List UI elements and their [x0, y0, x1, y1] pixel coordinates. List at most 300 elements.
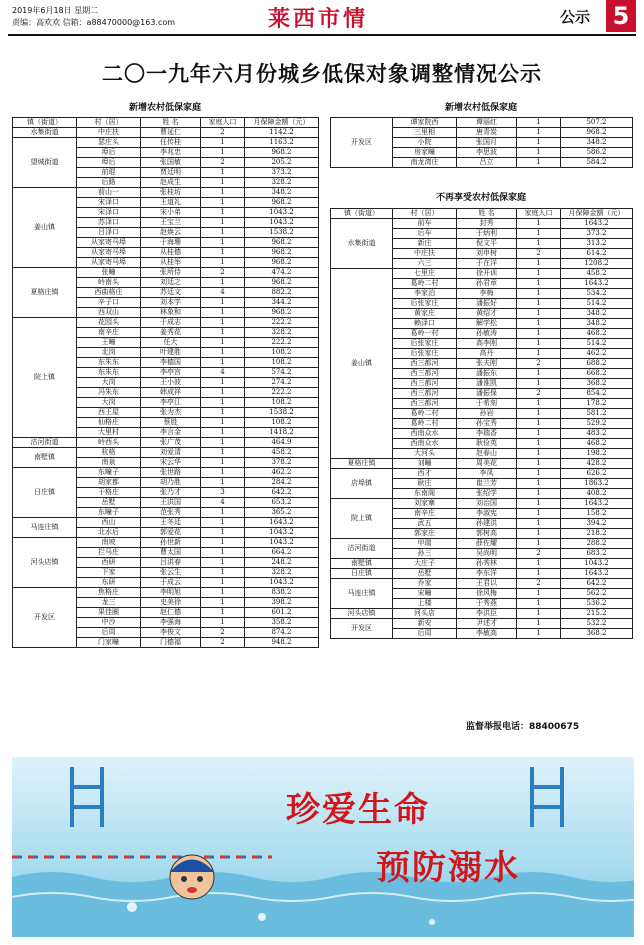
table-cell: 后周 [393, 629, 457, 639]
table-cell: 536.2 [561, 599, 633, 609]
town-cell: 河头店镇 [13, 538, 77, 588]
table-cell: 1 [201, 318, 245, 328]
table-cell: 张云生 [141, 568, 201, 578]
table-cell: 614.2 [561, 249, 633, 259]
table-cell: 黄绍才 [457, 309, 517, 319]
table-cell: 高李刚 [457, 339, 517, 349]
table-cell: 孙三 [393, 549, 457, 559]
table-row [331, 459, 633, 469]
table-cell: 1 [201, 438, 245, 448]
table-cell: 后张家庄 [393, 349, 457, 359]
table-cell: 吕立 [457, 158, 517, 168]
table-cell: 李兆忠 [141, 148, 201, 158]
table-cell: 248.2 [245, 558, 319, 568]
table-cell: 284.2 [245, 478, 319, 488]
table-cell: 胡家都 [77, 478, 141, 488]
table-cell: 李东洋 [457, 569, 517, 579]
table-cell: 刘廷之 [141, 278, 201, 288]
swimmer-icon [170, 855, 214, 899]
table-cell: 西曲格庄 [77, 288, 141, 298]
banner-slogan-line1: 珍爱生命 [286, 790, 430, 830]
table-cell: 215.2 [561, 609, 633, 619]
table-cell: 郭家庄 [393, 529, 457, 539]
table-cell: 前琨 [77, 168, 141, 178]
table-cell: 108.2 [245, 358, 319, 368]
table-cell: 西才 [393, 469, 457, 479]
table-cell: 任大 [141, 338, 201, 348]
table-cell: 378.2 [245, 458, 319, 468]
table-cell: 198.2 [561, 449, 633, 459]
table-cell: 464.9 [245, 438, 319, 448]
table-cell: 于希刻 [457, 399, 517, 409]
table-cell: 222.2 [245, 388, 319, 398]
table-cell: 1 [201, 248, 245, 258]
table-cell: 1 [517, 289, 561, 299]
table-cell: 1 [201, 598, 245, 608]
table-cell: 514.2 [561, 339, 633, 349]
table-cell: 507.2 [561, 118, 633, 128]
table-cell: 2 [517, 359, 561, 369]
table-cell: 张夫刚 [457, 359, 517, 369]
table-cell: 后周 [77, 628, 141, 638]
town-cell: 日庄镇 [331, 569, 393, 579]
table-cell: 968.2 [561, 128, 633, 138]
table-cell: 岳墅 [393, 569, 457, 579]
table-cell: 胡乃胜 [141, 478, 201, 488]
table-cell: 吕洪春 [141, 558, 201, 568]
table-cell: 南泉 [77, 458, 141, 468]
table-cell: 西三都河 [393, 359, 457, 369]
table-cell: 394.2 [561, 519, 633, 529]
column-header: 姓 名 [141, 118, 201, 128]
town-cell: 沽河街道 [331, 539, 393, 559]
table-cell: 532.2 [561, 619, 633, 629]
table-cell: 2 [201, 128, 245, 138]
table-cell: 张乃才 [141, 488, 201, 498]
table-cell: 1 [201, 388, 245, 398]
table-cell: 1 [201, 148, 245, 158]
table-cell: 王宝兰 [141, 218, 201, 228]
table-cell: 从家寄马埠 [77, 238, 141, 248]
table-cell: 果佳圈 [77, 608, 141, 618]
table-row [331, 559, 633, 569]
table-cell: 于秀燕 [457, 599, 517, 609]
table-cell: 埠后 [77, 158, 141, 168]
table-cell: 1 [201, 278, 245, 288]
table-cell: 西南众水 [393, 429, 457, 439]
table-cell: 373.2 [245, 168, 319, 178]
table-cell: 428.2 [561, 459, 633, 469]
table-row [331, 118, 633, 128]
table-cell: 仙格庄 [77, 418, 141, 428]
page-number-badge: 5 [606, 0, 636, 32]
table-cell: 南辛庄 [77, 328, 141, 338]
table-cell: 李梅 [457, 289, 517, 299]
table-cell: 1 [201, 508, 245, 518]
table-cell: 下家 [77, 568, 141, 578]
table-cell: 1 [517, 439, 561, 449]
town-cell: 水集街道 [13, 128, 77, 138]
table-cell: 1 [517, 429, 561, 439]
table-cell: 1 [517, 219, 561, 229]
town-cell: 院上镇 [331, 499, 393, 539]
table-cell: 曹延仁 [141, 128, 201, 138]
table-cell: 倪文平 [457, 239, 517, 249]
table-cell: 1538.2 [245, 228, 319, 238]
table-cell: 1 [201, 478, 245, 488]
table-cell: 968.2 [245, 238, 319, 248]
table-cell: 1 [201, 428, 245, 438]
table-cell: 4 [201, 498, 245, 508]
table-cell: 1 [517, 469, 561, 479]
table-cell: 668.2 [561, 369, 633, 379]
table-cell: 1643.2 [561, 219, 633, 229]
table-cell: 河头店 [393, 609, 457, 619]
table-cell: 林象和 [141, 308, 201, 318]
table-cell: 1 [201, 448, 245, 458]
table-cell: 1 [517, 619, 561, 629]
table-cell: 于在洋 [457, 259, 517, 269]
table-cell: 从桂举 [141, 258, 201, 268]
table-cell: 耿庄 [393, 479, 457, 489]
town-cell: 南墅镇 [13, 448, 77, 468]
table-cell: 南辛庄 [393, 509, 457, 519]
table-cell: 365.2 [245, 508, 319, 518]
table-cell: 三里相 [393, 128, 457, 138]
table-cell: 584.2 [561, 158, 633, 168]
column-header: 村（居） [77, 118, 141, 128]
table-cell: 1 [201, 328, 245, 338]
table-cell: 解学松 [457, 319, 517, 329]
table-cell: 1043.2 [245, 528, 319, 538]
table-cell: 1 [201, 568, 245, 578]
table-cell: 后张家庄 [393, 339, 457, 349]
table-cell: 1 [517, 299, 561, 309]
table-cell: 李亭江 [141, 398, 201, 408]
column-header: 月保障金额（元） [561, 209, 633, 219]
table-cell: 1 [517, 559, 561, 569]
table-row [331, 619, 633, 629]
table-cell: 从家寄马埠 [77, 258, 141, 268]
table-cell: 1 [517, 539, 561, 549]
table-cell: 274.2 [245, 378, 319, 388]
table-cell: 205.2 [245, 158, 319, 168]
table-cell: 耿俭英 [457, 439, 517, 449]
column-header: 月保障金额（元） [245, 118, 319, 128]
table-cell: 222.2 [245, 318, 319, 328]
table-cell: 222.2 [245, 338, 319, 348]
table-cell: 后张家庄 [393, 299, 457, 309]
table-cell: 东研 [77, 578, 141, 588]
table-cell: 郭爱花 [141, 528, 201, 538]
table-cell: 2 [517, 549, 561, 559]
table-row [331, 609, 633, 619]
table-cell: 313.2 [561, 239, 633, 249]
table-cell: 968.2 [245, 198, 319, 208]
table-cell: 462.2 [561, 349, 633, 359]
table-cell: 1 [201, 258, 245, 268]
table-cell: 李强海 [141, 618, 201, 628]
table-cell: 373.2 [561, 229, 633, 239]
table-row [13, 128, 319, 138]
table-cell: 北水后 [77, 528, 141, 538]
table-cell: 368.2 [561, 629, 633, 639]
table-cell: 2 [201, 638, 245, 648]
table-cell: 1 [201, 188, 245, 198]
table-row [13, 318, 319, 328]
table-cell: 1 [517, 609, 561, 619]
table-cell: 孙宝秀 [457, 419, 517, 429]
table-cell: 谭丽红 [457, 118, 517, 128]
table-cell: 苏泽口 [77, 218, 141, 228]
table-cell: 葛岭一村 [393, 329, 457, 339]
table-cell: 3 [201, 488, 245, 498]
table-cell: 东疃子 [77, 508, 141, 518]
table-row [331, 499, 633, 509]
table-cell: 968.2 [245, 278, 319, 288]
table-cell: 1 [201, 468, 245, 478]
table-cell: 徐开训 [457, 269, 517, 279]
table-cell: 大庄子 [393, 559, 457, 569]
table-cell: 门家疃 [77, 638, 141, 648]
table-cell: 1 [201, 528, 245, 538]
table-cell: 辛子口 [77, 298, 141, 308]
table-cell: 北岗 [77, 348, 141, 358]
table-cell: 408.2 [561, 489, 633, 499]
table-cell: 581.2 [561, 409, 633, 419]
table-row [331, 569, 633, 579]
table-cell: 孙岩 [457, 409, 517, 419]
town-cell: 马连庄镇 [13, 518, 77, 538]
table-cell: 李亭宫 [141, 368, 201, 378]
table-cell: 张所侍 [141, 268, 201, 278]
table-cell: 1 [517, 329, 561, 339]
table-cell: 大岗 [77, 378, 141, 388]
town-cell: 望城街道 [13, 138, 77, 188]
masthead-logo: 莱西市情 [268, 6, 369, 32]
table-cell: 乔家 [393, 579, 457, 589]
table-row [13, 138, 319, 148]
table-cell: 1 [201, 538, 245, 548]
table-row [331, 269, 633, 279]
table-cell: 宋泽口 [77, 198, 141, 208]
table-cell: 626.2 [561, 469, 633, 479]
town-cell: 开发区 [331, 118, 393, 168]
table-cell: 514.2 [561, 299, 633, 309]
table-cell: 东朱东 [77, 368, 141, 378]
table-cell: 1643.2 [561, 499, 633, 509]
table-cell: 1 [517, 349, 561, 359]
table-cell: 1643.2 [561, 569, 633, 579]
table-cell: 张绍学 [457, 489, 517, 499]
table-row [13, 468, 319, 478]
town-cell: 河头店镇 [331, 609, 393, 619]
table-cell: 1 [517, 118, 561, 128]
table-cell: 王君以 [457, 579, 517, 589]
table-cell: 王小波 [141, 378, 201, 388]
table-cell: 1043.2 [245, 538, 319, 548]
table-cell: 史美徐 [141, 598, 201, 608]
table-cell: 468.2 [561, 439, 633, 449]
page-title: 二〇一九年六月份城乡低保对象调整情况公示 [102, 61, 542, 86]
table-cell: 西研 [77, 558, 141, 568]
table-cell: 1 [201, 418, 245, 428]
table-cell: 薛佐耀 [457, 539, 517, 549]
table-cell: 1 [517, 419, 561, 429]
table-cell: 1863.2 [561, 479, 633, 489]
table-cell: 西南众水 [393, 439, 457, 449]
table-cell: 1 [517, 519, 561, 529]
table-cell: 西山 [77, 518, 141, 528]
column-header: 家庭人口 [201, 118, 245, 128]
table-cell: 西三都河 [393, 389, 457, 399]
table-cell: 1418.2 [245, 428, 319, 438]
table-cell: 344.2 [245, 298, 319, 308]
table-cell: 黄家庄 [393, 309, 457, 319]
table-cell: 1 [517, 239, 561, 249]
table-cell: 赖泽口 [393, 319, 457, 329]
table-cell: 1 [201, 198, 245, 208]
table-cell: 瑟庄头 [77, 138, 141, 148]
table-cell: 1 [201, 308, 245, 318]
column-header: 姓 名 [457, 209, 517, 219]
table-cell: 姜秀花 [141, 328, 201, 338]
column-header: 家庭人口 [517, 209, 561, 219]
table-cell: 328.2 [245, 568, 319, 578]
table-cell: 高丹 [457, 349, 517, 359]
table-cell: 周美花 [457, 459, 517, 469]
table-cell: 潘振保 [457, 389, 517, 399]
table-cell: 1 [517, 339, 561, 349]
table-cell: 岭南头 [77, 278, 141, 288]
table-cell: 462.2 [245, 468, 319, 478]
table-cell: 赵焕云 [141, 228, 201, 238]
table-cell: 中庄扶 [393, 249, 457, 259]
table-cell: 1 [517, 459, 561, 469]
table-cell: 赵春山 [457, 449, 517, 459]
section-name: 公示 [560, 8, 591, 26]
table-cell: 六三 [393, 259, 457, 269]
table-cell: 潘淮凯 [457, 379, 517, 389]
table-cell: 1043.2 [245, 208, 319, 218]
table-cell: 458.2 [561, 269, 633, 279]
table-cell: 前山一 [77, 188, 141, 198]
table-cell: 葛岭二村 [393, 279, 457, 289]
table-cell: 562.2 [561, 589, 633, 599]
table-cell: 348.2 [561, 309, 633, 319]
table-cell: 西三都河 [393, 379, 457, 389]
table-cell: 李言金 [141, 428, 201, 438]
table-cell: 1 [201, 338, 245, 348]
table-cell: 1 [201, 608, 245, 618]
table-cell: 1643.2 [561, 279, 633, 289]
table-cell: 1 [517, 309, 561, 319]
table-cell: 1163.2 [245, 138, 319, 148]
town-cell: 姜山镇 [331, 269, 393, 459]
table-cell: 1 [517, 319, 561, 329]
table-cell: 崔兰芳 [457, 479, 517, 489]
table-cell: 1 [201, 398, 245, 408]
table-cell: 吕泽口 [77, 228, 141, 238]
table-cell: 大里村 [77, 428, 141, 438]
table-cell: 968.2 [245, 248, 319, 258]
table-cell: 张国月 [457, 138, 517, 148]
table-cell: 108.2 [245, 398, 319, 408]
town-cell: 开发区 [331, 619, 393, 639]
table-cell: 1 [517, 128, 561, 138]
table-cell: 赵仁德 [141, 608, 201, 618]
table-cell: 龙三 [77, 598, 141, 608]
table-cell: 1208.2 [561, 259, 633, 269]
table-cell: 158.2 [561, 509, 633, 519]
table-cell: 642.2 [561, 579, 633, 589]
table-cell: 1 [201, 378, 245, 388]
table-cell: 574.2 [245, 368, 319, 378]
table-cell: 108.2 [245, 348, 319, 358]
table-cell: 徐风梅 [457, 589, 517, 599]
table-cell: 838.2 [245, 588, 319, 598]
table-cell: 218.2 [561, 529, 633, 539]
table-cell: 474.2 [245, 268, 319, 278]
table-cell: 于炳利 [457, 229, 517, 239]
column-header: 镇（街道） [13, 118, 77, 128]
table-cell: 潘振好 [457, 299, 517, 309]
table-cell: 1 [517, 409, 561, 419]
table-cell: 新庄 [393, 239, 457, 249]
table-cell: 2 [517, 249, 561, 259]
table-cell: 孙敏涛 [457, 329, 517, 339]
table-cell: 李家泊 [393, 289, 457, 299]
table-cell: 653.2 [245, 498, 319, 508]
table-cell: 2 [201, 268, 245, 278]
town-cell: 南墅镇 [331, 559, 393, 569]
report-hotline: 监督举报电话：88400675 [466, 722, 580, 732]
table-cell: 1 [517, 138, 561, 148]
table-cell: 882.2 [245, 288, 319, 298]
table-cell: 中沙 [77, 618, 141, 628]
table-cell: 1 [201, 238, 245, 248]
table-cell: 于海珊 [141, 238, 201, 248]
table-cell: 328.2 [245, 178, 319, 188]
table-cell: 武五 [393, 519, 457, 529]
table-cell: 张广茂 [141, 438, 201, 448]
table-cell: 西王屋 [77, 408, 141, 418]
table-cell: 葛岭二村 [393, 409, 457, 419]
table-cell: 李明旭 [141, 588, 201, 598]
table-cell: 上楼 [393, 599, 457, 609]
table-cell: 1142.2 [245, 128, 319, 138]
table-cell: 348.2 [561, 138, 633, 148]
table-cell: 埠后 [77, 148, 141, 158]
table-row [13, 538, 319, 548]
table-cell: 张桂坊 [141, 188, 201, 198]
table-cell: 1 [517, 489, 561, 499]
table-cell: 398.2 [245, 598, 319, 608]
table-cell: 小院 [393, 138, 457, 148]
table-cell: 2 [517, 389, 561, 399]
right-top-table [330, 117, 633, 168]
table-cell: 1043.2 [245, 218, 319, 228]
table-cell: 孙建洪 [457, 519, 517, 529]
ladder-icon [72, 767, 102, 827]
table-cell: 534.2 [561, 289, 633, 299]
table-cell: 1 [517, 269, 561, 279]
table-cell: 后路 [77, 178, 141, 188]
water-safety-banner [12, 757, 634, 937]
table-row [13, 438, 319, 448]
table-cell: 368.2 [561, 379, 633, 389]
table-cell: 1 [517, 509, 561, 519]
